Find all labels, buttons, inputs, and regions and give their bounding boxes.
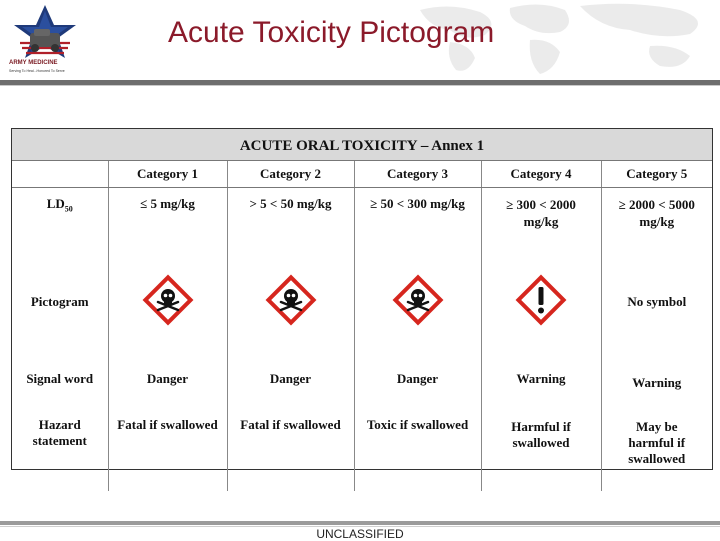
ld50-value: ≥ 300 < 2000 mg/kg [481,188,601,259]
ld50-value: ≥ 50 < 300 mg/kg [354,188,481,259]
skull-crossbones-icon [391,273,445,327]
toxicity-table-panel [11,128,713,470]
skull-crossbones-icon [264,273,318,327]
army-medicine-logo [6,3,84,79]
table-row-hazard-statement [12,412,712,491]
signal-word: Warning [601,346,712,412]
logo-text: ARMY MEDICINE [9,60,58,66]
row-label-ld50: $LD_{50}$ [12,188,108,259]
table-row-ld50 [12,188,712,259]
pictogram-cell [108,258,227,346]
signal-word: Danger [354,346,481,412]
hazard-statement: Fatal if swallowed [108,412,227,491]
hazard-statement: Harmful if swallowed [481,412,601,491]
classification-label: UNCLASSIFIED [316,527,404,541]
hazard-statement: Fatal if swallowed [227,412,354,491]
row-label-hazard-statement: Hazard statement [12,412,108,491]
row-label-signal-word: Signal word [12,346,108,412]
header-corner [12,161,108,188]
header-divider-light [0,85,720,86]
slide-header [0,0,720,80]
signal-word: Danger [108,346,227,412]
hazard-statement: Toxic if swallowed [354,412,481,491]
table-row-pictogram [12,258,712,346]
ld50-value: > 5 < 50 mg/kg [227,188,354,259]
pictogram-cell [354,258,481,346]
ld50-value: ≤ 5 mg/kg [108,188,227,259]
pictogram-cell [227,258,354,346]
logo-tagline: Serving To Heal...Honored To Serve [9,69,65,73]
signal-word: Danger [227,346,354,412]
column-header: Category 3 [354,161,481,188]
footer-divider [0,521,720,525]
toxicity-table [12,161,712,491]
row-label-pictogram: Pictogram [12,258,108,346]
column-header: Category 1 [108,161,227,188]
column-header: Category 5 [601,161,712,188]
no-symbol-text: No symbol [601,258,712,346]
column-header: Category 2 [227,161,354,188]
table-header-row [12,161,712,188]
table-row-signal-word [12,346,712,412]
page-title: Acute Toxicity Pictogram [168,16,495,49]
signal-word: Warning [481,346,601,412]
hazard-statement: May be harmful if swallowed [601,412,712,491]
ld50-value: ≥ 2000 < 5000 mg/kg [601,188,712,259]
column-header: Category 4 [481,161,601,188]
exclamation-mark-icon [514,273,568,327]
table-heading: ACUTE ORAL TOXICITY – Annex 1 [12,129,712,161]
skull-crossbones-icon [141,273,195,327]
pictogram-cell [481,258,601,346]
